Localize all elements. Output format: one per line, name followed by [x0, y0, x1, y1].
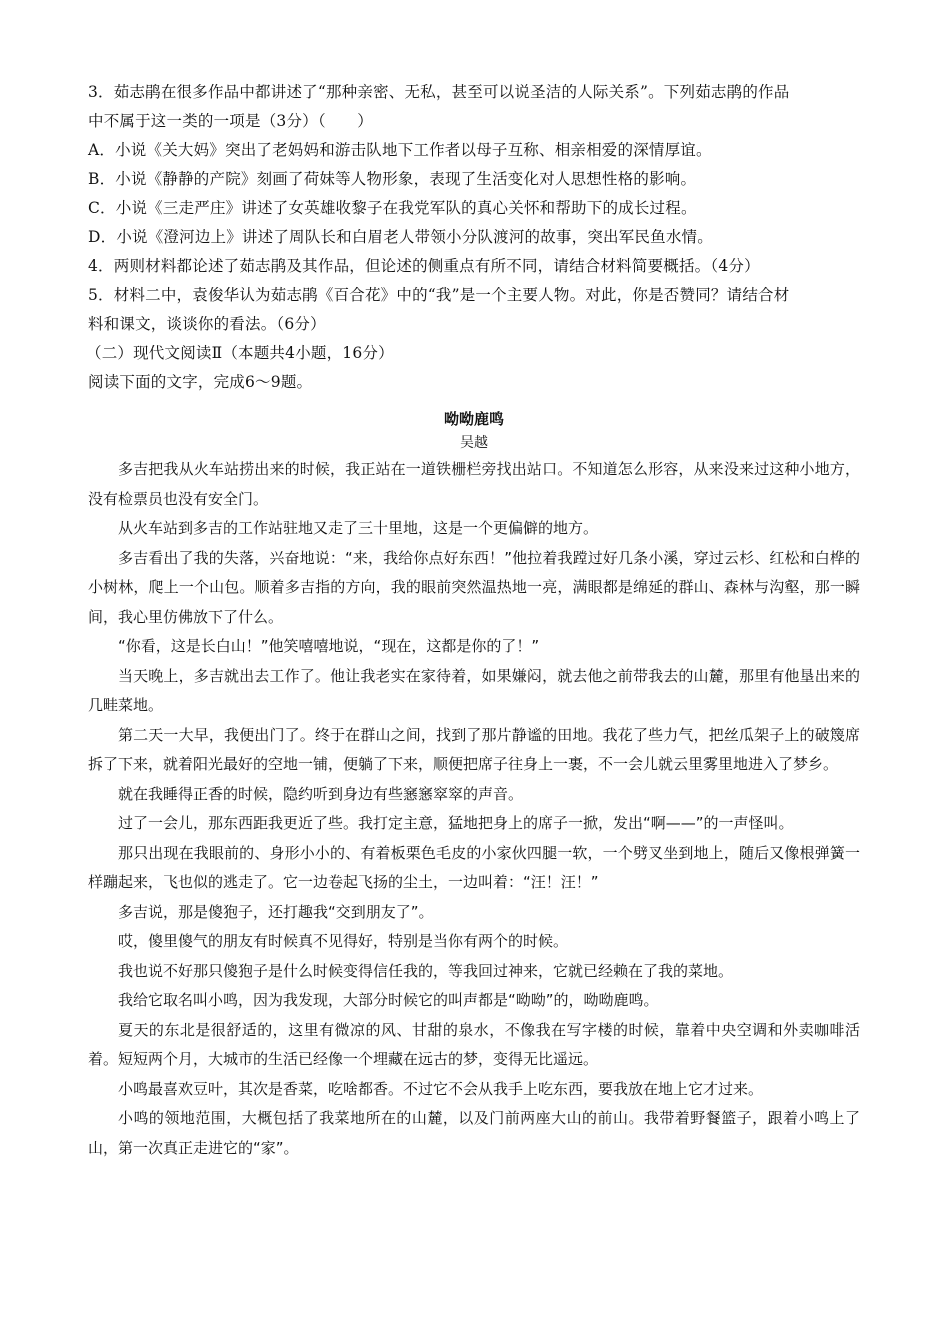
- question-3-stem-line-1: 3．茹志鹃在很多作品中都讲述了“那种亲密、无私，甚至可以说圣洁的人际关系”。下列茹志鹃的作品: [88, 83, 790, 101]
- article-paragraph: 多吉把我从火车站捞出来的时候，我正站在一道铁栅栏旁找出站口。不知道怎么形容，从来没来过这种小地方，没有检票员也没有安全门。: [88, 460, 860, 508]
- question-3-option-d: D．小说《澄河边上》讲述了周队长和白眉老人带领小分队渡河的故事，突出军民鱼水情。: [88, 228, 713, 246]
- article-author: 吴越: [460, 435, 488, 451]
- article-paragraph: 夏天的东北是很舒适的，这里有微凉的风、甘甜的泉水，不像我在写字楼的时候，靠着中央空调和外卖咖啡活着。短短两个月，大城市的生活已经像一个埋藏在远古的梦，变得无比遥远。: [88, 1020, 860, 1068]
- article-paragraph: 小鸣最喜欢豆叶，其次是香菜，吃啥都香。不过它不会从我手上吃东西，要我放在地上它才过来。: [118, 1079, 764, 1098]
- exam-page: [88, 78, 860, 1163]
- article-body: [88, 455, 860, 1163]
- article-paragraph: 第二天一大早，我便出门了。终于在群山之间，找到了那片静谧的田地。我花了些力气，把丝瓜架子上的破篾席拆了下来，就着阳光最好的空地一铺，便躺了下来，顺便把席子往身上一裹，不一会儿就云里雾里地进入了梦乡。: [88, 725, 860, 773]
- article-paragraph: 当天晚上，多吉就出去工作了。他让我老实在家待着，如果嫌闷，就去他之前带我去的山麓，那里有他垦出来的几畦菜地。: [88, 666, 860, 714]
- section-instruction: 阅读下面的文字，完成6～9题。: [88, 373, 313, 391]
- question-4: 4．两则材料都论述了茹志鹃及其作品，但论述的侧重点有所不同，请结合材料简要概括。（4分）: [88, 257, 760, 275]
- article-paragraph: 多吉说，那是傻狍子，还打趣我“交到朋友了”。: [118, 902, 434, 921]
- article-paragraph: 那只出现在我眼前的、身形小小的、有着板栗色毛皮的小家伙四腿一软，一个劈叉坐到地上，随后又像根弹簧一样蹦起来，飞也似的逃走了。它一边卷起飞扬的尘土，一边叫着：“汪！汪！”: [88, 843, 860, 891]
- question-3-option-c: C．小说《三走严庄》讲述了女英雄收黎子在我党军队的真心关怀和帮助下的成长过程。: [88, 199, 697, 217]
- article-paragraph: 过了一会儿，那东西距我更近了些。我打定主意，猛地把身上的席子一掀，发出“啊——”的一声怪叫。: [118, 814, 794, 832]
- article-paragraph: 多吉看出了我的失落，兴奋地说：“来，我给你点好东西！”他拉着我蹚过好几条小溪，穿过云杉、红松和白桦的小树林，爬上一个山包。顺着多吉指的方向，我的眼前突然温热地一亮，满眼都是绵延的群山、森林与沟壑，那一瞬间，我心里仿佛放下了什么。: [88, 548, 860, 626]
- question-3-stem-line-2: 中不属于这一类的一项是（3分）（ ）: [88, 112, 373, 130]
- question-3-option-a: A．小说《关大妈》突出了老妈妈和游击队地下工作者以母子互称、相亲相爱的深情厚谊。: [88, 141, 712, 159]
- article-title: 呦呦鹿鸣: [443, 410, 504, 428]
- question-3-option-b: B．小说《静静的产院》刻画了荷妹等人物形象，表现了生活变化对人思想性格的影响。: [88, 170, 697, 188]
- article-paragraph: 我也说不好那只傻狍子是什么时候变得信任我的，等我回过神来，它就已经赖在了我的菜地。: [118, 961, 734, 980]
- question-5-line-2: 料和课文，谈谈你的看法。（6分）: [88, 315, 326, 333]
- section-heading: （二）现代文阅读Ⅱ（本题共4小题，16分）: [86, 344, 394, 362]
- article-paragraph: 哎，傻里傻气的朋友有时候真不见得好，特别是当你有两个的时候。: [118, 932, 569, 950]
- question-5-line-1: 5．材料二中，袁俊华认为茹志鹃《百合花》中的“我”是一个主要人物。对此，你是否赞同？请结合材: [88, 286, 790, 304]
- article-paragraph: 小鸣的领地范围，大概包括了我菜地所在的山麓，以及门前两座大山的前山。我带着野餐篮子，跟着小鸣上了山，第一次真正走进它的“家”。: [88, 1109, 860, 1157]
- article-paragraph: 就在我睡得正香的时候，隐约听到身边有些窸窸窣窣的声音。: [118, 784, 524, 803]
- article-paragraph: “你看，这是长白山！”他笑嘻嘻地说，“现在，这都是你的了！”: [118, 637, 540, 655]
- article-paragraph: 我给它取名叫小鸣，因为我发现，大部分时候它的叫声都是“呦呦”的，呦呦鹿鸣。: [118, 991, 659, 1009]
- article-paragraph: 从火车站到多吉的工作站驻地又走了三十里地，这是一个更偏僻的地方。: [118, 519, 599, 537]
